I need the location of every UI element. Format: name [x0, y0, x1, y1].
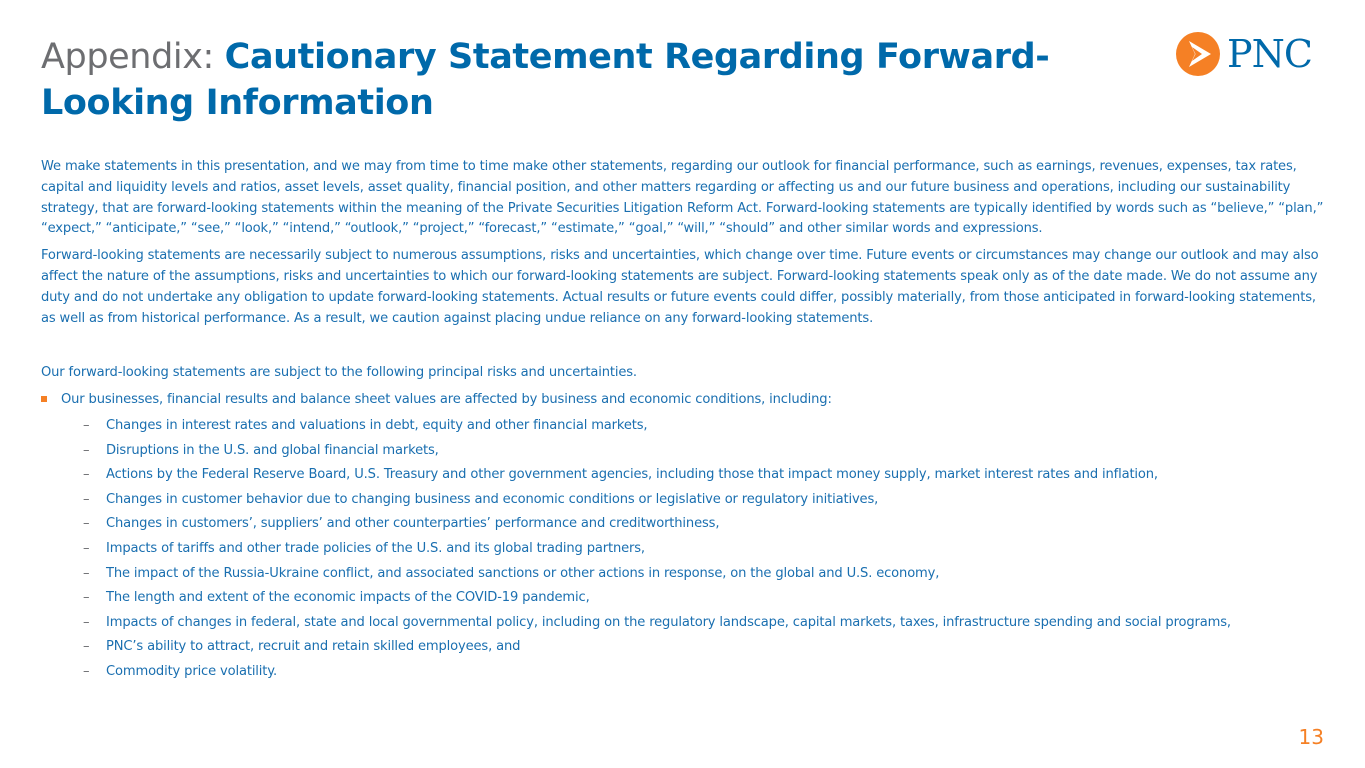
risks-intro: Our forward-looking statements are subject to the following principal risks and uncertainties.: [41, 365, 637, 381]
spacer: [41, 335, 1331, 363]
list-item: [41, 463, 1331, 488]
dash-icon: –: [83, 467, 90, 483]
dash-icon: –: [83, 491, 90, 507]
list-item-text: Disruptions in the U.S. and global financial markets,: [106, 442, 439, 458]
dash-icon: –: [83, 565, 90, 581]
list-item: [41, 512, 1331, 537]
risk-sub-list: [41, 414, 1331, 685]
list-item-text: Changes in customer behavior due to changing business and economic conditions or legislative or regulatory initiatives,: [106, 491, 879, 507]
dash-icon: –: [83, 540, 90, 556]
paragraph-forward-looking-intro: We make statements in this presentation, and we may from time to time make other statements, regarding our outlook for financial performance, such as earnings, revenues, expenses, tax rates, capital and liquidity levels and ratios, asset levels, asset quality, financial position, and other matters regarding or affecting us and our future business and operations, including our sustainability strategy, that are forward-looking statements within the meaning of the Private Securities Litigation Reform Act. Forward-looking statements are typically identified by words such as “believe,” “plan,” “expect,” “anticipate,” “see,” “look,” “intend,” “outlook,” “project,” “forecast,” “estimate,” “goal,” “will,” “should” and other similar words and expressions.: [41, 159, 1324, 237]
bullet-text: Our businesses, financial results and balance sheet values are affected by business and economic conditions, including:: [61, 392, 832, 408]
bullet-item: [41, 390, 1331, 411]
disclaimer-body: [41, 157, 1331, 685]
list-item-text: Impacts of changes in federal, state and local governmental policy, including on the regulatory landscape, capital markets, taxes, infrastructure spending and social programs,: [106, 614, 1231, 630]
list-item-text: The impact of the Russia-Ukraine conflict, and associated sanctions or other actions in response, on the global and U.S. economy,: [106, 565, 940, 581]
dash-icon: –: [83, 417, 90, 433]
title-main: Cautionary Statement Regarding Forward-Looking Information: [41, 37, 1050, 123]
dash-icon: –: [83, 614, 90, 630]
list-item: [41, 488, 1331, 513]
paragraph-assumptions-risks: Forward-looking statements are necessarily subject to numerous assumptions, risks and uncertainties, which change over time. Future events or circumstances may change our outlook and may also affect the nature of the assumptions, risks and uncertainties to which our forward-looking statements are subject. Forward-looking statements speak only as of the date made. We do not assume any duty and do not undertake any obligation to update forward-looking statements. Actual results or future events could differ, possibly materially, from those anticipated in forward-looking statements, as well as from historical performance. As a result, we caution against placing undue reliance on any forward-looking statements.: [41, 248, 1319, 326]
list-item: [41, 414, 1331, 439]
dash-icon: –: [83, 516, 90, 532]
list-item-text: Changes in interest rates and valuations in debt, equity and other financial markets,: [106, 417, 648, 433]
list-item-text: PNC’s ability to attract, recruit and retain skilled employees, and: [106, 639, 521, 655]
square-bullet-icon: [41, 396, 47, 402]
list-item-text: Actions by the Federal Reserve Board, U.S. Treasury and other government agencies, including those that impact money supply, market interest rates and inflation,: [106, 467, 1158, 483]
pnc-logo-icon: [1175, 31, 1221, 77]
list-item: [41, 537, 1331, 562]
page-number: 13: [1298, 725, 1324, 749]
list-item-text: The length and extent of the economic impacts of the COVID-19 pandemic,: [106, 590, 590, 606]
dash-icon: –: [83, 590, 90, 606]
pnc-logo: [1175, 31, 1330, 77]
list-item: [41, 586, 1331, 611]
page-title: [41, 34, 1141, 126]
list-item-text: Impacts of tariffs and other trade policies of the U.S. and its global trading partners,: [106, 540, 645, 556]
list-item-text: Commodity price volatility.: [106, 663, 278, 679]
list-item: [41, 562, 1331, 587]
dash-icon: –: [83, 442, 90, 458]
dash-icon: –: [83, 663, 90, 679]
dash-icon: –: [83, 639, 90, 655]
list-item: [41, 611, 1331, 636]
list-item: [41, 660, 1331, 685]
title-prefix: Appendix:: [41, 37, 225, 77]
pnc-logo-text: PNC: [1227, 32, 1312, 76]
list-item: [41, 439, 1331, 464]
list-item: [41, 635, 1331, 660]
list-item-text: Changes in customers’, suppliers’ and other counterparties’ performance and creditworthiness,: [106, 516, 720, 532]
